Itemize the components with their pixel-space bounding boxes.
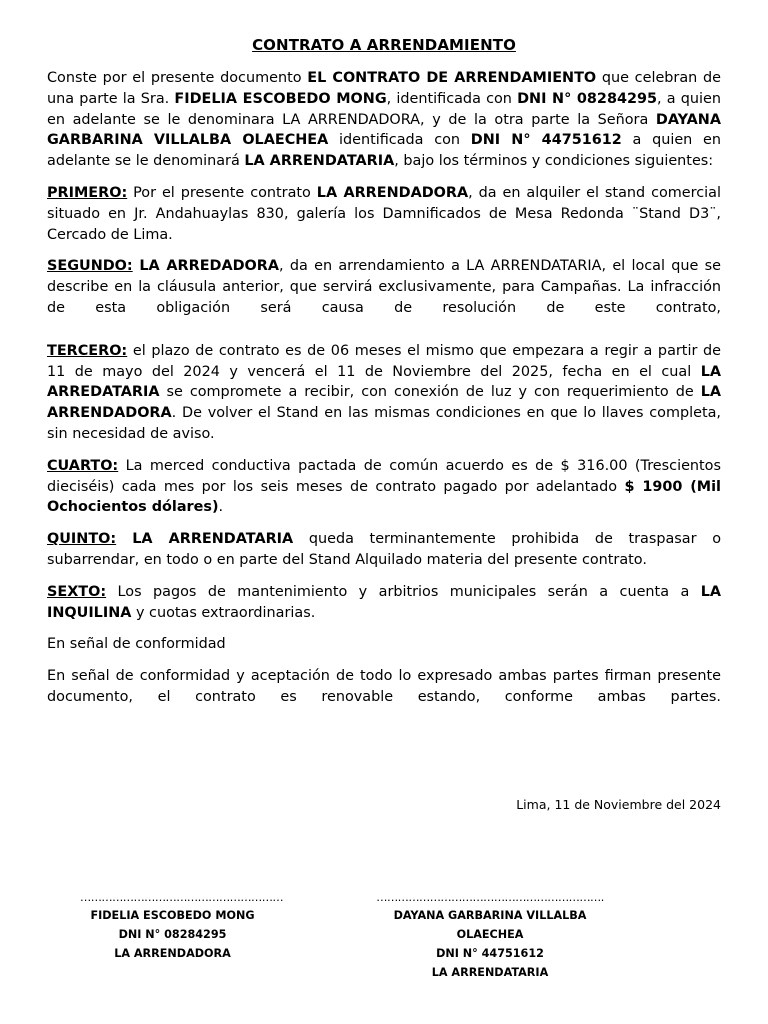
clause-bold: LA INQUILINA — [47, 583, 721, 621]
intro-bold-1: EL CONTRATO DE ARRENDAMIENTO — [307, 70, 597, 86]
clause-text: Por el presente contrato — [127, 184, 317, 201]
contract-document — [47, 36, 721, 719]
intro-bold-4: DAYANA GARBARINA VILLALBA OLAECHEA — [47, 111, 721, 149]
clause-text: , da en arrendamiento a LA ARRENDATARIA, el local que se describe en la cláusula anterior, que servirá exclusivamente, para Campañas. La infracción de esta obligación será causa de resolución de este contrato, — [47, 258, 721, 316]
signature-block-arrendataria — [360, 893, 620, 982]
clause-label: PRIMERO: — [47, 184, 128, 201]
document-date: Lima, 11 de Noviembre del 2024 — [516, 797, 721, 812]
clause-text: y cuotas extraordinarias. — [131, 604, 316, 621]
conformidad-heading: En señal de conformidad — [47, 636, 226, 653]
intro-text-1: Conste por el presente documento — [47, 70, 308, 86]
signer-dni: DNI N° 44751612 — [436, 947, 544, 960]
signer-role: LA ARRENDADORA — [114, 947, 231, 960]
clause-quinto — [47, 529, 721, 571]
clause-tercero — [47, 341, 721, 445]
signer-role: LA ARRENDATARIA — [431, 966, 549, 979]
intro-paragraph — [47, 68, 721, 172]
clause-text: queda terminantemente prohibida de traspasar o subarrendar, en todo o en parte del Stand Alquilado materia del presente contrato. — [47, 531, 722, 568]
signature-block-arrendadora — [80, 891, 284, 963]
clause-bold: LA ARREDADORA — [132, 258, 280, 275]
signature-line: ………………………………………………………. — [376, 891, 604, 904]
signature-line: ………………………………………………… — [80, 891, 284, 904]
clause-text: el plazo de contrato es de 06 meses el mismo que empezara a regir a partir de 11 de mayo del 2024 y vencerá el 11 de Noviembre del 2025, fecha en el cual — [47, 342, 721, 380]
signer-dni: DNI N° 08284295 — [118, 928, 227, 941]
clause-label: TERCERO: — [47, 342, 128, 359]
conformidad-paragraph: En señal de conformidad y aceptación de todo lo expresado ambas partes firman presente documento, el contrato es renovable estando, conforme ambas partes. — [47, 668, 721, 705]
clause-label: QUINTO: — [47, 531, 117, 548]
intro-text-4: , a quien en adelante se le denominara LA ARRENDADORA, y de la otra parte la Señora — [47, 90, 721, 128]
intro-bold-5: DNI N° 44751612 — [470, 132, 622, 149]
clause-cuarto — [47, 456, 721, 518]
document-title: CONTRATO A ARRENDAMIENTO — [252, 36, 516, 54]
intro-bold-2: FIDELIA ESCOBEDO MONG — [174, 90, 387, 107]
clause-bold: LA ARRENDADORA — [316, 184, 469, 201]
clause-text: Los pagos de mantenimiento y arbitrios municipales serán a cuenta a — [106, 583, 701, 600]
clause-bold: LA ARRENDATARIA — [116, 531, 294, 548]
intro-text-2: que celebran de una parte la Sra. — [47, 70, 721, 107]
clause-text: se compromete a recibir, con conexión de luz y con requerimiento de — [159, 384, 701, 401]
signer-name: DAYANA GARBARINA VILLALBA OLAECHEA — [393, 909, 587, 941]
intro-bold-6: LA ARRENDATARIA — [244, 153, 395, 170]
clause-text: La merced conductiva pactada de común acuerdo es de $ 316.00 (Trescientos dieciséis) cada mes por los seis meses de contrato pagado por adelantado — [47, 457, 721, 495]
intro-text-3: , identificada con — [386, 90, 518, 107]
clause-text: . De volver el Stand en las mismas condiciones en que lo llaves completa, sin necesidad de aviso. — [47, 405, 721, 442]
clause-text: . — [218, 499, 224, 516]
clause-text: , da en alquiler el stand comercial situado en Jr. Andahuaylas 830, galería los Damnificados de Mesa Redonda ¨Stand D3¨, Cercado de Lima. — [47, 184, 721, 243]
intro-bold-3: DNI N° 08284295 — [517, 90, 658, 107]
clause-segundo — [47, 256, 721, 318]
clause-sexto — [47, 582, 721, 624]
clause-bold: LA ARRENDADORA — [47, 384, 721, 422]
intro-text-7: , bajo los términos y condiciones siguientes: — [394, 153, 714, 170]
clause-label: SEXTO: — [47, 583, 107, 600]
clause-bold: LA ARREDATARIA — [47, 363, 721, 401]
clause-label: CUARTO: — [47, 457, 119, 474]
clause-primero — [47, 183, 721, 245]
intro-text-5: identificada con — [328, 132, 471, 149]
signer-name: FIDELIA ESCOBEDO MONG — [90, 909, 255, 922]
intro-text-6: a quien en adelante se le denominará — [47, 132, 721, 170]
clause-label: SEGUNDO: — [47, 258, 133, 275]
clause-bold: $ 1900 (Mil Ochocientos dólares) — [47, 478, 721, 516]
